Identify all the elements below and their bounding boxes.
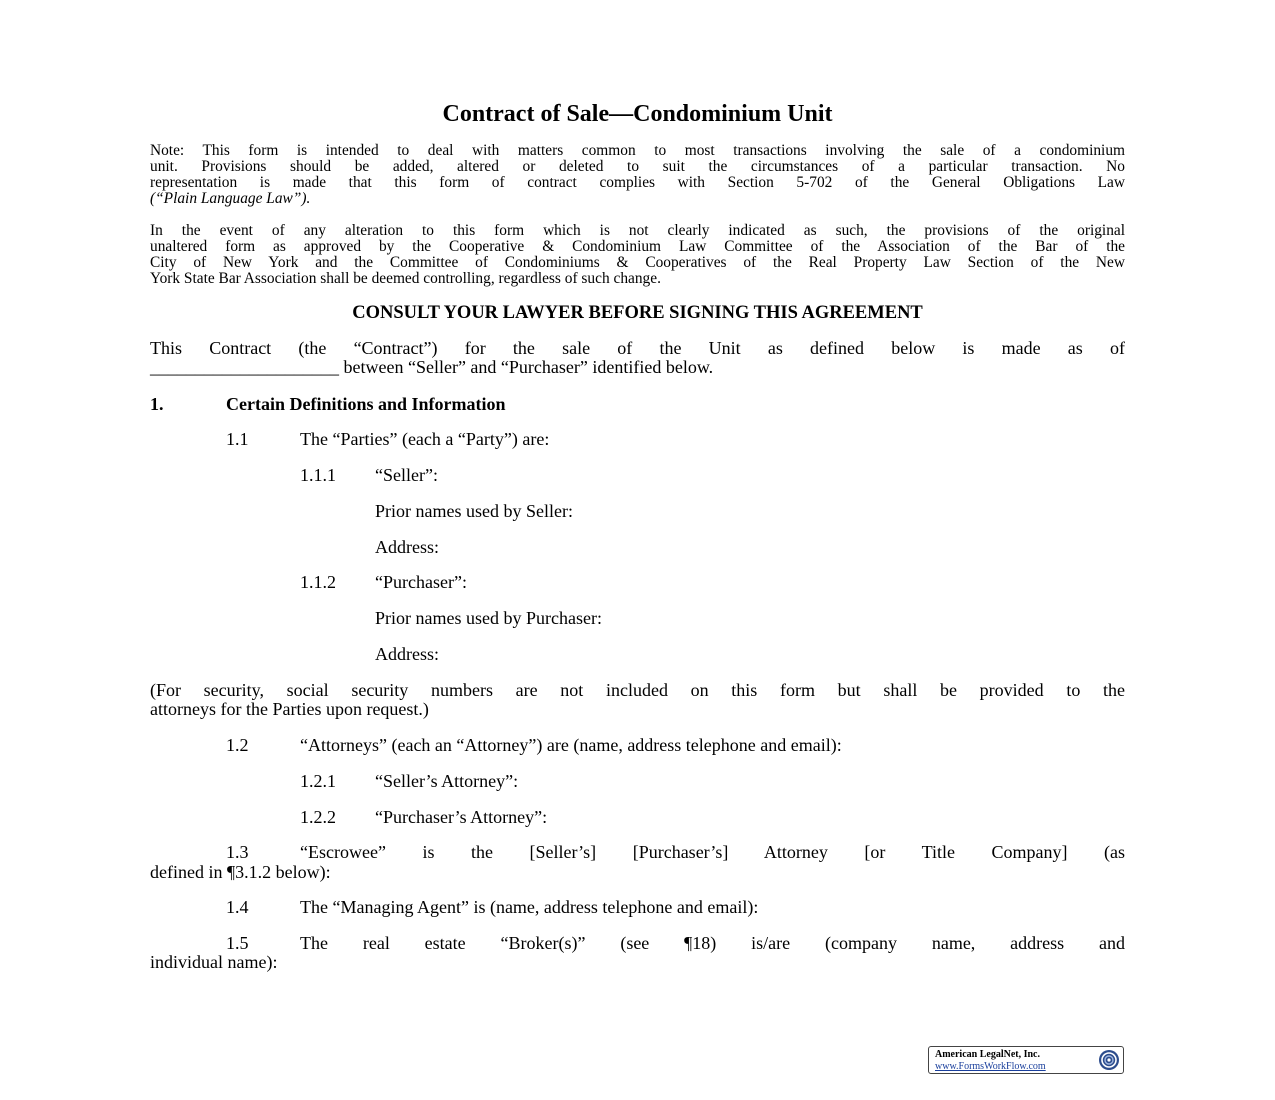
alteration-line-1: In the event of any alteration to this form which is not clearly indicated as such, the provisions of the original bbox=[150, 222, 1125, 239]
security-line-2: attorneys for the Parties upon request.) bbox=[150, 699, 429, 719]
consult-heading: CONSULT YOUR LAWYER BEFORE SIGNING THIS AGREEMENT bbox=[352, 303, 923, 323]
alteration-line-4: York State Bar Association shall be deemed controlling, regardless of such change. bbox=[150, 270, 661, 287]
page-title: Contract of Sale—Condominium Unit bbox=[442, 101, 833, 127]
footer-url-link[interactable]: www.FormsWorkFlow.com bbox=[935, 1061, 1046, 1072]
clause-1-3-line-2: defined in ¶3.1.2 below): bbox=[150, 862, 331, 882]
clause-1-3-line-1: “Escrowee” is the [Seller’s] [Purchaser’s] Attorney [or Title Company] (as bbox=[300, 842, 1125, 862]
clause-1-2-number: 1.2 bbox=[226, 735, 249, 755]
seller-prior-names-label: Prior names used by Seller: bbox=[375, 501, 573, 521]
clause-1-2-2-text: “Purchaser’s Attorney”: bbox=[375, 807, 548, 827]
note-line-4: (“Plain Language Law”). bbox=[150, 190, 311, 207]
security-note bbox=[150, 681, 1125, 719]
intro-paragraph bbox=[150, 339, 1125, 377]
seller-address-label: Address: bbox=[375, 537, 439, 557]
intro-line-2: _____________________ between “Seller” and “Purchaser” identified below. bbox=[150, 357, 714, 377]
note-line-3: representation is made that this form of contract complies with Section 5-702 of the General Obligations Law bbox=[150, 174, 1125, 191]
clause-1-1-1-number: 1.1.1 bbox=[300, 465, 336, 485]
intro-line-1: This Contract (the “Contract”) for the sale of the Unit as defined below is made as of bbox=[150, 338, 1125, 358]
section-1-number: 1. bbox=[150, 394, 164, 414]
note-paragraph bbox=[150, 143, 1125, 207]
clause-1-3-number: 1.3 bbox=[226, 842, 249, 862]
clause-1-2-1-text: “Seller’s Attorney”: bbox=[375, 771, 519, 791]
purchaser-address-label: Address: bbox=[375, 644, 439, 664]
clause-1-1-number: 1.1 bbox=[226, 429, 249, 449]
alteration-paragraph bbox=[150, 223, 1125, 287]
clause-1-1-text: The “Parties” (each a “Party”) are: bbox=[300, 429, 550, 449]
clause-1-4-number: 1.4 bbox=[226, 897, 249, 917]
purchaser-prior-names-label: Prior names used by Purchaser: bbox=[375, 608, 602, 628]
clause-1-5-number: 1.5 bbox=[226, 933, 249, 953]
footer-company-name: American LegalNet, Inc. bbox=[935, 1049, 1040, 1060]
alteration-line-3: City of New York and the Committee of Condominiums & Cooperatives of the Real Property Law Section of the New bbox=[150, 254, 1125, 271]
footer-logo[interactable] bbox=[928, 1046, 1124, 1074]
note-line-1: Note: This form is intended to deal with matters common to most transactions involving the sale of a condominium bbox=[150, 142, 1125, 159]
clause-1-1-1-text: “Seller”: bbox=[375, 465, 438, 485]
clause-1-1-2-text: “Purchaser”: bbox=[375, 572, 467, 592]
clause-1-5-line-2: individual name): bbox=[150, 952, 278, 972]
alteration-line-2: unaltered form as approved by the Cooperative & Condominium Law Committee of the Association of the Bar of the bbox=[150, 238, 1125, 255]
clause-1-2-1-number: 1.2.1 bbox=[300, 771, 336, 791]
clause-1-1-2-number: 1.1.2 bbox=[300, 572, 336, 592]
clause-1-5-line-1: The real estate “Broker(s)” (see ¶18) is/are (company name, address and bbox=[300, 933, 1125, 953]
section-1-heading: Certain Definitions and Information bbox=[226, 394, 506, 414]
note-line-2: unit. Provisions should be added, altered or deleted to suit the circumstances of a particular transaction. No bbox=[150, 158, 1125, 175]
globe-swirl-icon bbox=[1098, 1049, 1120, 1071]
clause-1-4-text: The “Managing Agent” is (name, address telephone and email): bbox=[300, 897, 759, 917]
clause-1-2-text: “Attorneys” (each an “Attorney”) are (name, address telephone and email): bbox=[300, 735, 842, 755]
security-line-1: (For security, social security numbers are not included on this form but shall be provided to the bbox=[150, 680, 1125, 700]
clause-1-2-2-number: 1.2.2 bbox=[300, 807, 336, 827]
